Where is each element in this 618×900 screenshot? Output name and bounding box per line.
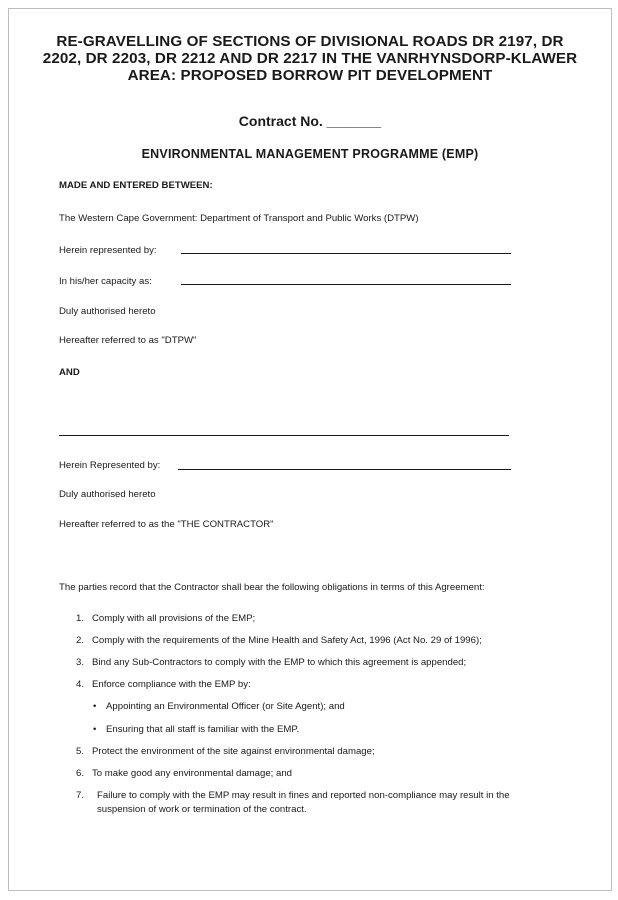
list-item: Enforce compliance with the EMP by: <box>92 679 251 690</box>
list-number: 4. <box>76 679 85 690</box>
list-item: To make good any environmental damage; and <box>92 768 292 779</box>
party1-capacity-label: In his/her capacity as: <box>59 276 152 287</box>
contract-number: Contract No. _______ <box>238 113 382 129</box>
list-number: 3. <box>76 657 85 668</box>
party2-name-line <box>59 435 509 436</box>
list-item: Comply with all provisions of the EMP; <box>92 613 256 624</box>
party2-represented-label: Herein Represented by: <box>59 460 161 471</box>
list-number: 7. <box>76 790 85 801</box>
party1-referred: Hereafter referred to as "DTPW" <box>59 335 197 346</box>
list-number: 2. <box>76 635 85 646</box>
list-item: Failure to comply with the EMP may result in fines and reported non-compliance may result in the <box>97 790 510 801</box>
obligations-intro: The parties record that the Contractor shall bear the following obligations in terms of this Agreement: <box>59 582 485 593</box>
sub-list-item: Ensuring that all staff is familiar with the EMP. <box>106 724 300 735</box>
sub-list-item: Appointing an Environmental Officer (or Site Agent); and <box>106 701 345 712</box>
party2-authorised: Duly authorised hereto <box>59 489 156 500</box>
and-label: AND <box>59 367 80 378</box>
bullet-icon: • <box>93 701 97 712</box>
document-title: RE-GRAVELLING OF SECTIONS OF DIVISIONAL ROADS DR 2197, DR 2202, DR 2203, DR 2212 AND DR 2217 IN THE VANRHYNSDORP-KLAWER AREA: PROPOSED BORROW PIT DEVELOPMENT <box>42 33 578 84</box>
party1-authorised: Duly authorised hereto <box>59 306 156 317</box>
list-number: 6. <box>76 768 85 779</box>
party1-represented-label: Herein represented by: <box>59 245 157 256</box>
emp-heading: ENVIRONMENTAL MANAGEMENT PROGRAMME (EMP) <box>141 147 479 161</box>
list-item: Comply with the requirements of the Mine Health and Safety Act, 1996 (Act No. 29 of 1996); <box>92 635 482 646</box>
list-item: Bind any Sub-Contractors to comply with the EMP to which this agreement is appended; <box>92 657 467 668</box>
party2-represented-line <box>178 469 511 470</box>
list-number: 1. <box>76 613 85 624</box>
bullet-icon: • <box>93 724 97 735</box>
party1-capacity-line <box>181 284 511 285</box>
list-number: 5. <box>76 746 85 757</box>
party1-represented-line <box>181 253 511 254</box>
list-item: Protect the environment of the site against environmental damage; <box>92 746 375 757</box>
made-between-heading: MADE AND ENTERED BETWEEN: <box>59 180 213 191</box>
party1-name: The Western Cape Government: Department of Transport and Public Works (DTPW) <box>59 213 419 224</box>
list-item-continuation: suspension of work or termination of the contract. <box>97 804 307 815</box>
party2-referred: Hereafter referred to as the "THE CONTRACTOR" <box>59 519 274 530</box>
document-page <box>8 8 612 891</box>
